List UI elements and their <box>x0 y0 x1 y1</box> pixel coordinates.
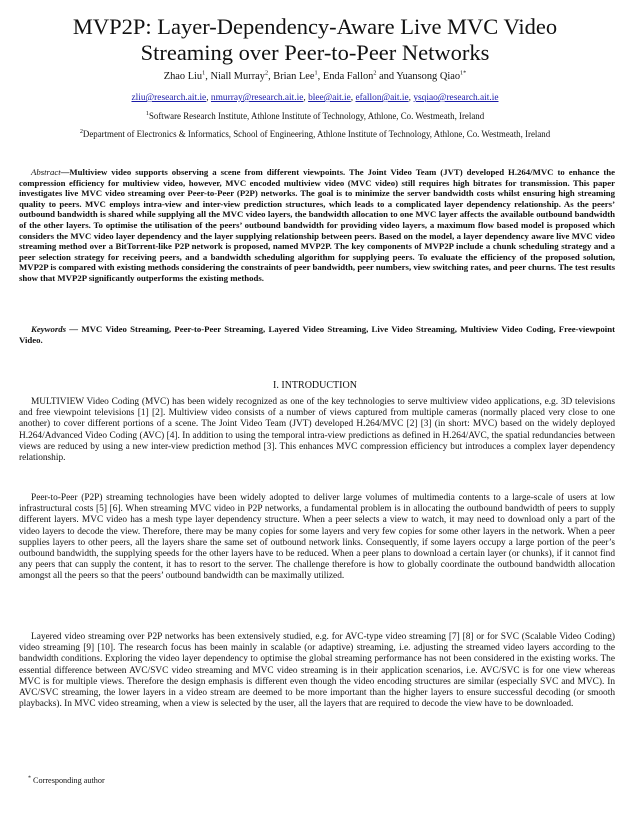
author-name: Enda Fallon <box>322 71 374 82</box>
abstract-label: Abstract <box>31 167 61 177</box>
author-list <box>20 70 610 83</box>
author-name: Zhao Liu <box>163 71 203 82</box>
keywords: Keywords — MVC Video Streaming, Peer-to-Peer Streaming, Layered Video Streaming, Live Video Streaming, Multiview Video Coding, Free-viewpoint Video. <box>19 324 615 345</box>
author-separator: , <box>317 71 323 82</box>
author-affil-mark: 1* <box>460 69 467 77</box>
affiliation-text: Department of Electronics & Informatics, School of Engineering, Athlone Institute of Technology, Athlone, Co. Westmeath, Ireland <box>82 129 551 139</box>
abstract-text: Multiview video supports observing a scene from different viewpoints. The Joint Video Team (JVT) developed H.264/MVC to enhance the compression efficiency for multiview video, however, MVC encoded multiview video (MVC video) still requires high bitrates for transmission. This paper investigates live MVC video streaming over Peer-to-Peer (P2P) networks. The goal is to minimize the server bandwidth costs whilst ensuring high streaming quality to peers. MVC employs intra-view and inter-view prediction structures, which leads to a complicated layer dependency relationship. As the peers’ outbound bandwidth is shared while supplying all the MVC video layers, the bandwidth allocation to one MVC layer affects the available outbound bandwidth of the other layers. To optimise the utilisation of the peers’ outbound bandwidth for providing video layers, a maximum flow based model is proposed which considers the MVC video layer dependency and the layer supplying relationship between peers. Based on the model, a layer dependency aware live MVC video streaming method over a BitTorrent-like P2P network is proposed, named MVP2P. The key components of MVP2P include a chunk scheduling strategy and a peer selection strategy for receiving peers, and a bandwidth scheduling algorithm for supplying peers. To evaluate the efficiency of the proposed solution, MVP2P is compared with existing methods considering the constraints of peer bandwidth, peer numbers, view switching rates, and peer churns. The test results show that MVP2P significantly outperforms the existing methods. <box>19 167 615 283</box>
author-name: Niall Murray <box>210 71 265 82</box>
paper-title <box>20 14 610 66</box>
section-heading: I. INTRODUCTION <box>273 380 357 391</box>
affiliation-2 <box>20 129 610 140</box>
abstract: Abstract—Multiview video supports observing a scene from different viewpoints. The Joint Video Team (JVT) developed H.264/MVC to enhance the compression efficiency for multiview video, however, MVC encoded multiview video (MVC video) still requires high bitrates for transmission. This paper investigates live MVC video streaming over Peer-to-Peer (P2P) networks. The goal is to minimize the server bandwidth costs whilst ensuring high streaming quality to peers. MVC employs intra-view and inter-view prediction structures, which leads to a complicated layer dependency relationship. As the peers’ outbound bandwidth is shared while supplying all the MVC video layers, the bandwidth allocation to one MVC layer affects the available outbound bandwidth of the other layers. To optimise the utilisation of the peers’ outbound bandwidth for providing video layers, a maximum flow based model is proposed which considers the MVC video layer dependency and the layer supplying relationship between peers. Based on the model, a layer dependency aware live MVC video streaming method over a BitTorrent-like P2P network is proposed, named MVP2P. The key components of MVP2P include a chunk scheduling strategy and a peer selection strategy for receiving peers, and a bandwidth scheduling algorithm for supplying peers. To evaluate the efficiency of the proposed solution, MVP2P is compared with existing methods considering the constraints of peer bandwidth, peer numbers, view switching rates, and peer churns. The test results show that MVP2P significantly outperforms the existing methods. <box>19 167 615 283</box>
title-line-1: MVP2P: Layer-Dependency-Aware Live MVC Video <box>72 14 558 39</box>
affiliation-text: Software Research Institute, Athlone Institute of Technology, Athlone, Co. Westmeath, Ireland <box>148 111 485 121</box>
body-paragraph: Peer-to-Peer (P2P) streaming technologies have been widely adopted to deliver large volumes of multimedia contents to a large-scale of users at low infrastructural costs [5] [6]. When streaming MVC video in P2P networks, a fundamental problem is in allocating the outbound bandwidth of peers to supply different layers. MVC video has a mesh type layer dependency structure. When a peer selects a view to watch, it may need to download only a part of the video layers to decode the view. Therefore, there may be many copies for some layers and very few copies for some other layers in the network. When a peer supplies layers to other peers, all the layers share the same set of outbound network links. Consequently, if some layers occupy a large portion of the peer’s outbound bandwidth, the supplying speeds for the other layers have to be reduced. When a peer plans to download a certain layer (or chunks), if it cannot find any peers that can supply the content, it has to resort to the server. The challenge therefore is how to globally coordinate the outbound bandwidth allocation amongst all the peers so that the peers’ outbound bandwidth can be maximally utilized. <box>19 493 615 582</box>
keywords-label: Keywords <box>31 324 66 334</box>
author-affil-mark: 2 <box>264 69 269 77</box>
affiliation-1 <box>20 111 610 122</box>
author-affil-mark: 1 <box>314 69 318 77</box>
footnote <box>28 776 105 786</box>
title-line-2: Streaming over Peer-to-Peer Networks <box>140 40 490 65</box>
author-separator: and <box>376 71 397 82</box>
email-link[interactable]: zliu@research.ait.ie <box>131 93 207 103</box>
footnote-text: Corresponding author <box>33 776 105 785</box>
author-affil-mark: 2 <box>373 69 377 77</box>
author-name: Brian Lee <box>273 71 315 82</box>
author-affil-mark: 1 <box>202 69 206 77</box>
affiliation-mark: 1 <box>145 110 149 118</box>
affiliation-mark: 2 <box>79 128 83 136</box>
body-paragraph: Layered video streaming over P2P networks has been extensively studied, e.g. for AVC-type video streaming [7] [8] or for SVC (Scalable Video Coding) video streaming [9] [10]. The research focus has been mainly in scalable (or adaptive) streaming, i.e. adjusting the streamed video layers according to the bandwidth conditions. Exploring the video layer dependency to optimise the global streaming performance has not been considered in the existing works. The essential difference between AVC/SVC video streaming and MVC video streaming is in their application scenarios, i.e. AVC/SVC is for one view whereas MVC is for multiple views. Therefore the design emphasis is different even though the video encoding structures are similar (especially SVC and MVC). In AVC/SVC streaming, the lower layers in a video stream are deemed to be more important than the higher layers to ensure successful decoding (or smooth playbacks). In MVC video streaming, when a view is selected by the user, all the layers that are required to decode the view have to be downloaded. <box>19 632 615 710</box>
body-paragraph: MULTIVIEW Video Coding (MVC) has been widely recognized as one of the key technologies to serve multiview video applications, e.g. 3D televisions and free viewpoint televisions [1] [2]. Multiview video consists of a number of views captured from multiple cameras (normally placed very close to one another) to cover different portions of a scene. The Joint Video Team (JVT) developed H.264/MVC [2] [3] (in short: MVC) based on the widely deployed H.264/Advanced Video Coding (AVC) [4]. In addition to using the temporal intra-view predictions as defined in H.264/AVC, the spatial redundancies between views are reduced by using a new inter-view prediction method [3]. This enhances MVC compression efficiency but introduces a complex layer dependency relationship. <box>19 397 615 464</box>
keywords-text: MVC Video Streaming, Peer-to-Peer Streaming, Layered Video Streaming, Live Video Streaming, Multiview Video Coding, Free-viewpoint Video. <box>19 324 615 345</box>
email-link[interactable]: efallon@ait.ie <box>355 93 409 103</box>
email-list: zliu@research.ait.ie, nmurray@research.ait.ie, blee@ait.ie, efallon@ait.ie, ysqiao@research.ait.ie <box>131 93 499 103</box>
email-link[interactable]: ysqiao@research.ait.ie <box>413 93 499 103</box>
email-link[interactable]: nmurray@research.ait.ie <box>210 93 304 103</box>
author-separator: , <box>268 71 274 82</box>
author-name: Yuansong Qiao <box>396 71 461 82</box>
footnote-mark: * <box>28 775 31 782</box>
author-separator: , <box>205 71 211 82</box>
email-link[interactable]: blee@ait.ie <box>308 93 351 103</box>
